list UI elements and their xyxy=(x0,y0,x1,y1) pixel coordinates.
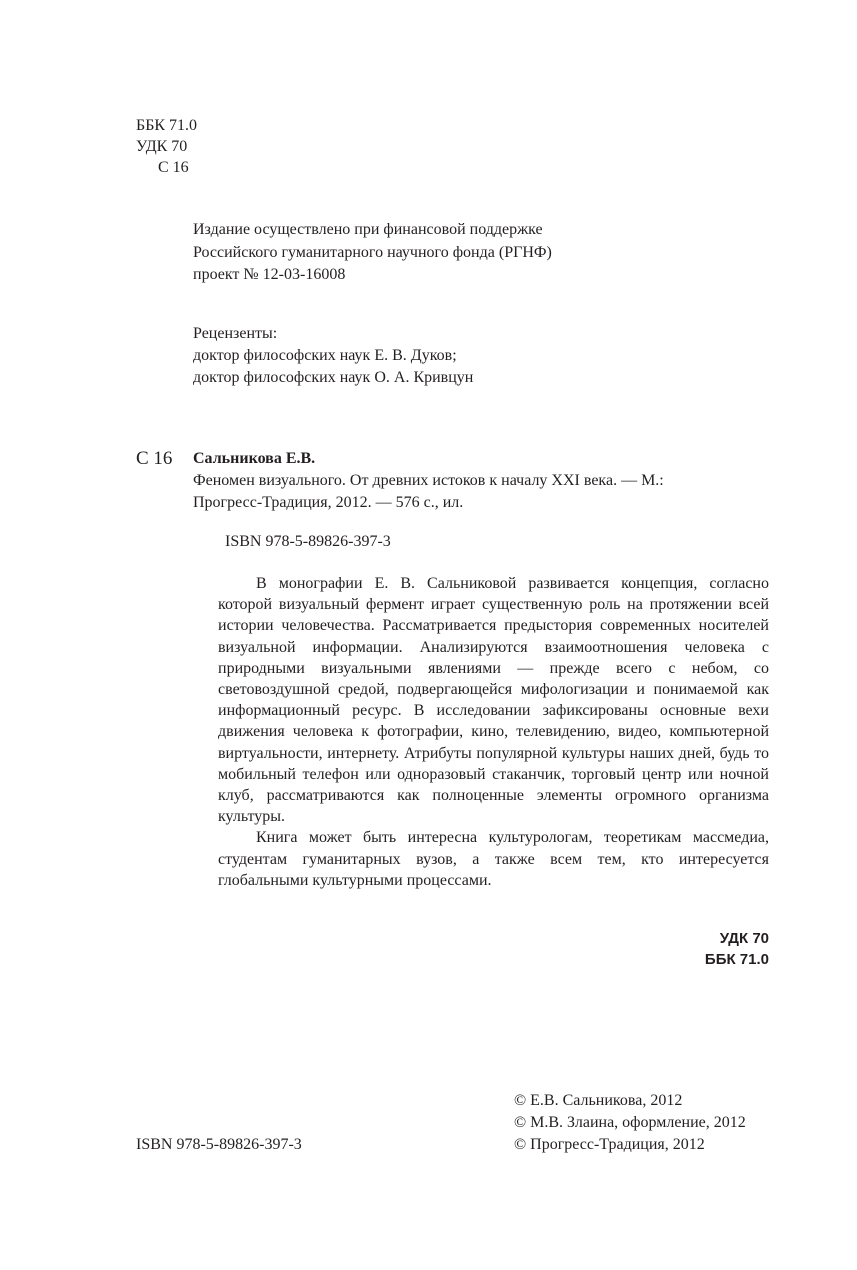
reviewers-block xyxy=(193,323,473,389)
bibl-line-2: Прогресс-Традиция, 2012. — 576 с., ил. xyxy=(193,494,464,511)
funding-line-2: Российского гуманитарного научного фонда (РГНФ) xyxy=(193,243,552,261)
catalog-index: С 16 xyxy=(136,448,173,469)
author-index: С 16 xyxy=(158,159,189,176)
bbk-code: ББК 71.0 xyxy=(136,117,198,134)
bottom-codes xyxy=(705,928,769,970)
reviewer-2: доктор философских наук О. А. Кривцун xyxy=(193,369,474,386)
annotation-paragraph-1: В монографии Е. В. Сальниковой развивается концепция, согласно которой визуальный фермент играет существенную роль на протяжении всей истории человечества. Рассматривается предыстория современных носителей визуальной информации. Анализируются взаимоотношения человека с природными визуальными явлениями — прежде всего с небом, со световоздушной средой, подвергающейся мифологизации и понимаемой как информационный ресурс. В исследовании зафиксированы основные вехи движения человека к фотографии, кино, телевидению, видео, компьютерной виртуальности, интернету. Атрибуты популярной культуры наших дней, будь то мобильный телефон или одноразовый стаканчик, торговый центр или ночной клуб, рассматриваются как полноценные элементы огромного организма культуры. xyxy=(218,575,769,826)
reviewer-1: доктор философских наук Е. В. Дуков; xyxy=(193,347,457,364)
copyright-block xyxy=(514,1090,746,1156)
catalog-author: Сальникова Е.В. xyxy=(193,450,316,467)
bottom-udk: УДК 70 xyxy=(719,930,769,947)
udk-code: УДК 70 xyxy=(136,138,188,155)
copyright-author: © Е.В. Сальникова, 2012 xyxy=(514,1092,683,1109)
classification-block xyxy=(136,115,197,178)
annotation xyxy=(218,573,769,891)
reviewers-heading: Рецензенты: xyxy=(193,325,278,342)
bibl-line-1: Феномен визуального. От древних истоков к началу XXI века. — М.: xyxy=(193,472,664,489)
isbn-bottom: ISBN 978-5-89826-397-3 xyxy=(136,1136,302,1153)
funding-notice xyxy=(193,219,552,287)
copyright-design: © М.В. Злаина, оформление, 2012 xyxy=(514,1114,746,1131)
annotation-paragraph-2: Книга может быть интересна культурологам, теоретикам массмедиа, студентам гуманитарных вузов, а также всем тем, кто интересуется глобальными культурными процессами. xyxy=(218,829,769,889)
copyright-publisher: © Прогресс-Традиция, 2012 xyxy=(514,1136,705,1153)
funding-line-1: Издание осуществлено при финансовой поддержке xyxy=(193,221,543,238)
funding-line-3: проект № 12-03-16008 xyxy=(193,266,346,283)
isbn-catalog: ISBN 978-5-89826-397-3 xyxy=(225,533,391,550)
bottom-bbk: ББК 71.0 xyxy=(704,951,769,968)
bibliographic-record xyxy=(193,470,664,514)
